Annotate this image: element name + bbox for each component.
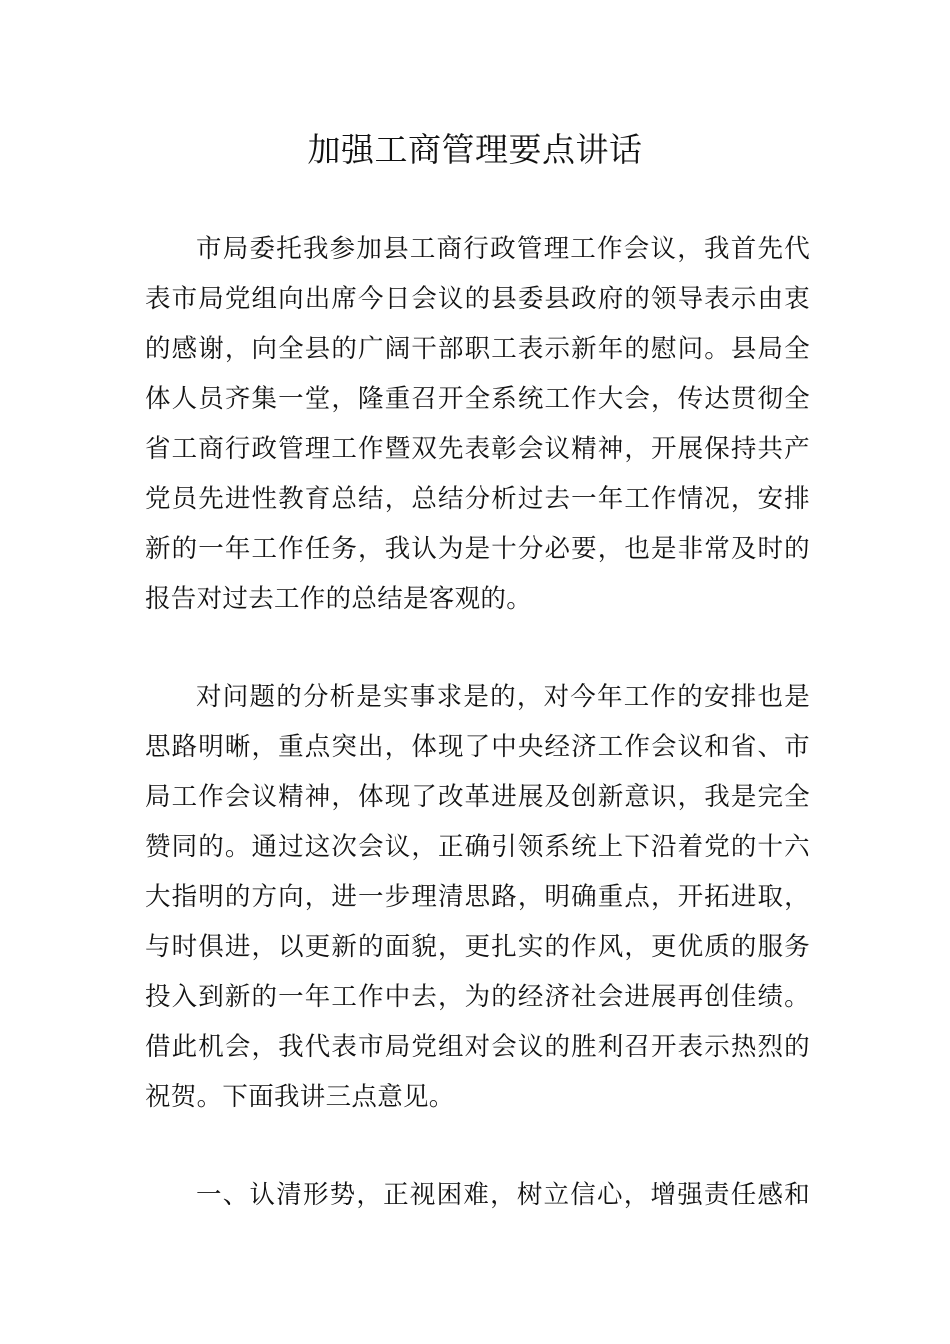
paragraph-1-line-7: 新的一年工作任务，我认为是十分必要，也是非常及时的 [145, 534, 810, 564]
paragraph-3-line-1: 一、认清形势，正视困难，树立信心，增强责任感和 [196, 1180, 810, 1210]
paragraph-2-line-7: 投入到新的一年工作中去，为的经济社会进展再创佳绩。 [145, 982, 810, 1012]
paragraph-1-line-6: 党员先进性教育总结，总结分析过去一年工作情况，安排 [145, 484, 810, 514]
paragraph-2-line-1: 对问题的分析是实事求是的，对今年工作的安排也是 [196, 682, 810, 712]
paragraph-1-line-2: 表市局党组向出席今日会议的县委县政府的领导表示由衷 [145, 284, 810, 314]
paragraph-1-line-3: 的感谢，向全县的广阔干部职工表示新年的慰问。县局全 [145, 334, 810, 364]
paragraph-2-line-6: 与时俱进，以更新的面貌，更扎实的作风，更优质的服务 [145, 932, 810, 962]
paragraph-1-line-5: 省工商行政管理工作暨双先表彰会议精神，开展保持共产 [145, 434, 810, 464]
paragraph-2-line-3: 局工作会议精神，体现了改革进展及创新意识，我是完全 [145, 782, 810, 812]
paragraph-2-line-9: 祝贺。下面我讲三点意见。 [145, 1082, 455, 1112]
paragraph-2-line-5: 大指明的方向，进一步理清思路，明确重点，开拓进取， [145, 882, 810, 912]
paragraph-2-line-8: 借此机会，我代表市局党组对会议的胜利召开表示热烈的 [145, 1032, 810, 1062]
paragraph-1-line-8: 报告对过去工作的总结是客观的。 [145, 584, 533, 614]
paragraph-2-line-4: 赞同的。通过这次会议，正确引领系统上下沿着党的十六 [145, 832, 810, 862]
paragraph-2-line-2: 思路明晰，重点突出，体现了中央经济工作会议和省、市 [145, 732, 810, 762]
paragraph-1-line-1: 市局委托我参加县工商行政管理工作会议，我首先代 [196, 234, 810, 264]
document-title: 加强工商管理要点讲话 [307, 130, 643, 169]
paragraph-1-line-4: 体人员齐集一堂，隆重召开全系统工作大会，传达贯彻全 [145, 384, 810, 414]
